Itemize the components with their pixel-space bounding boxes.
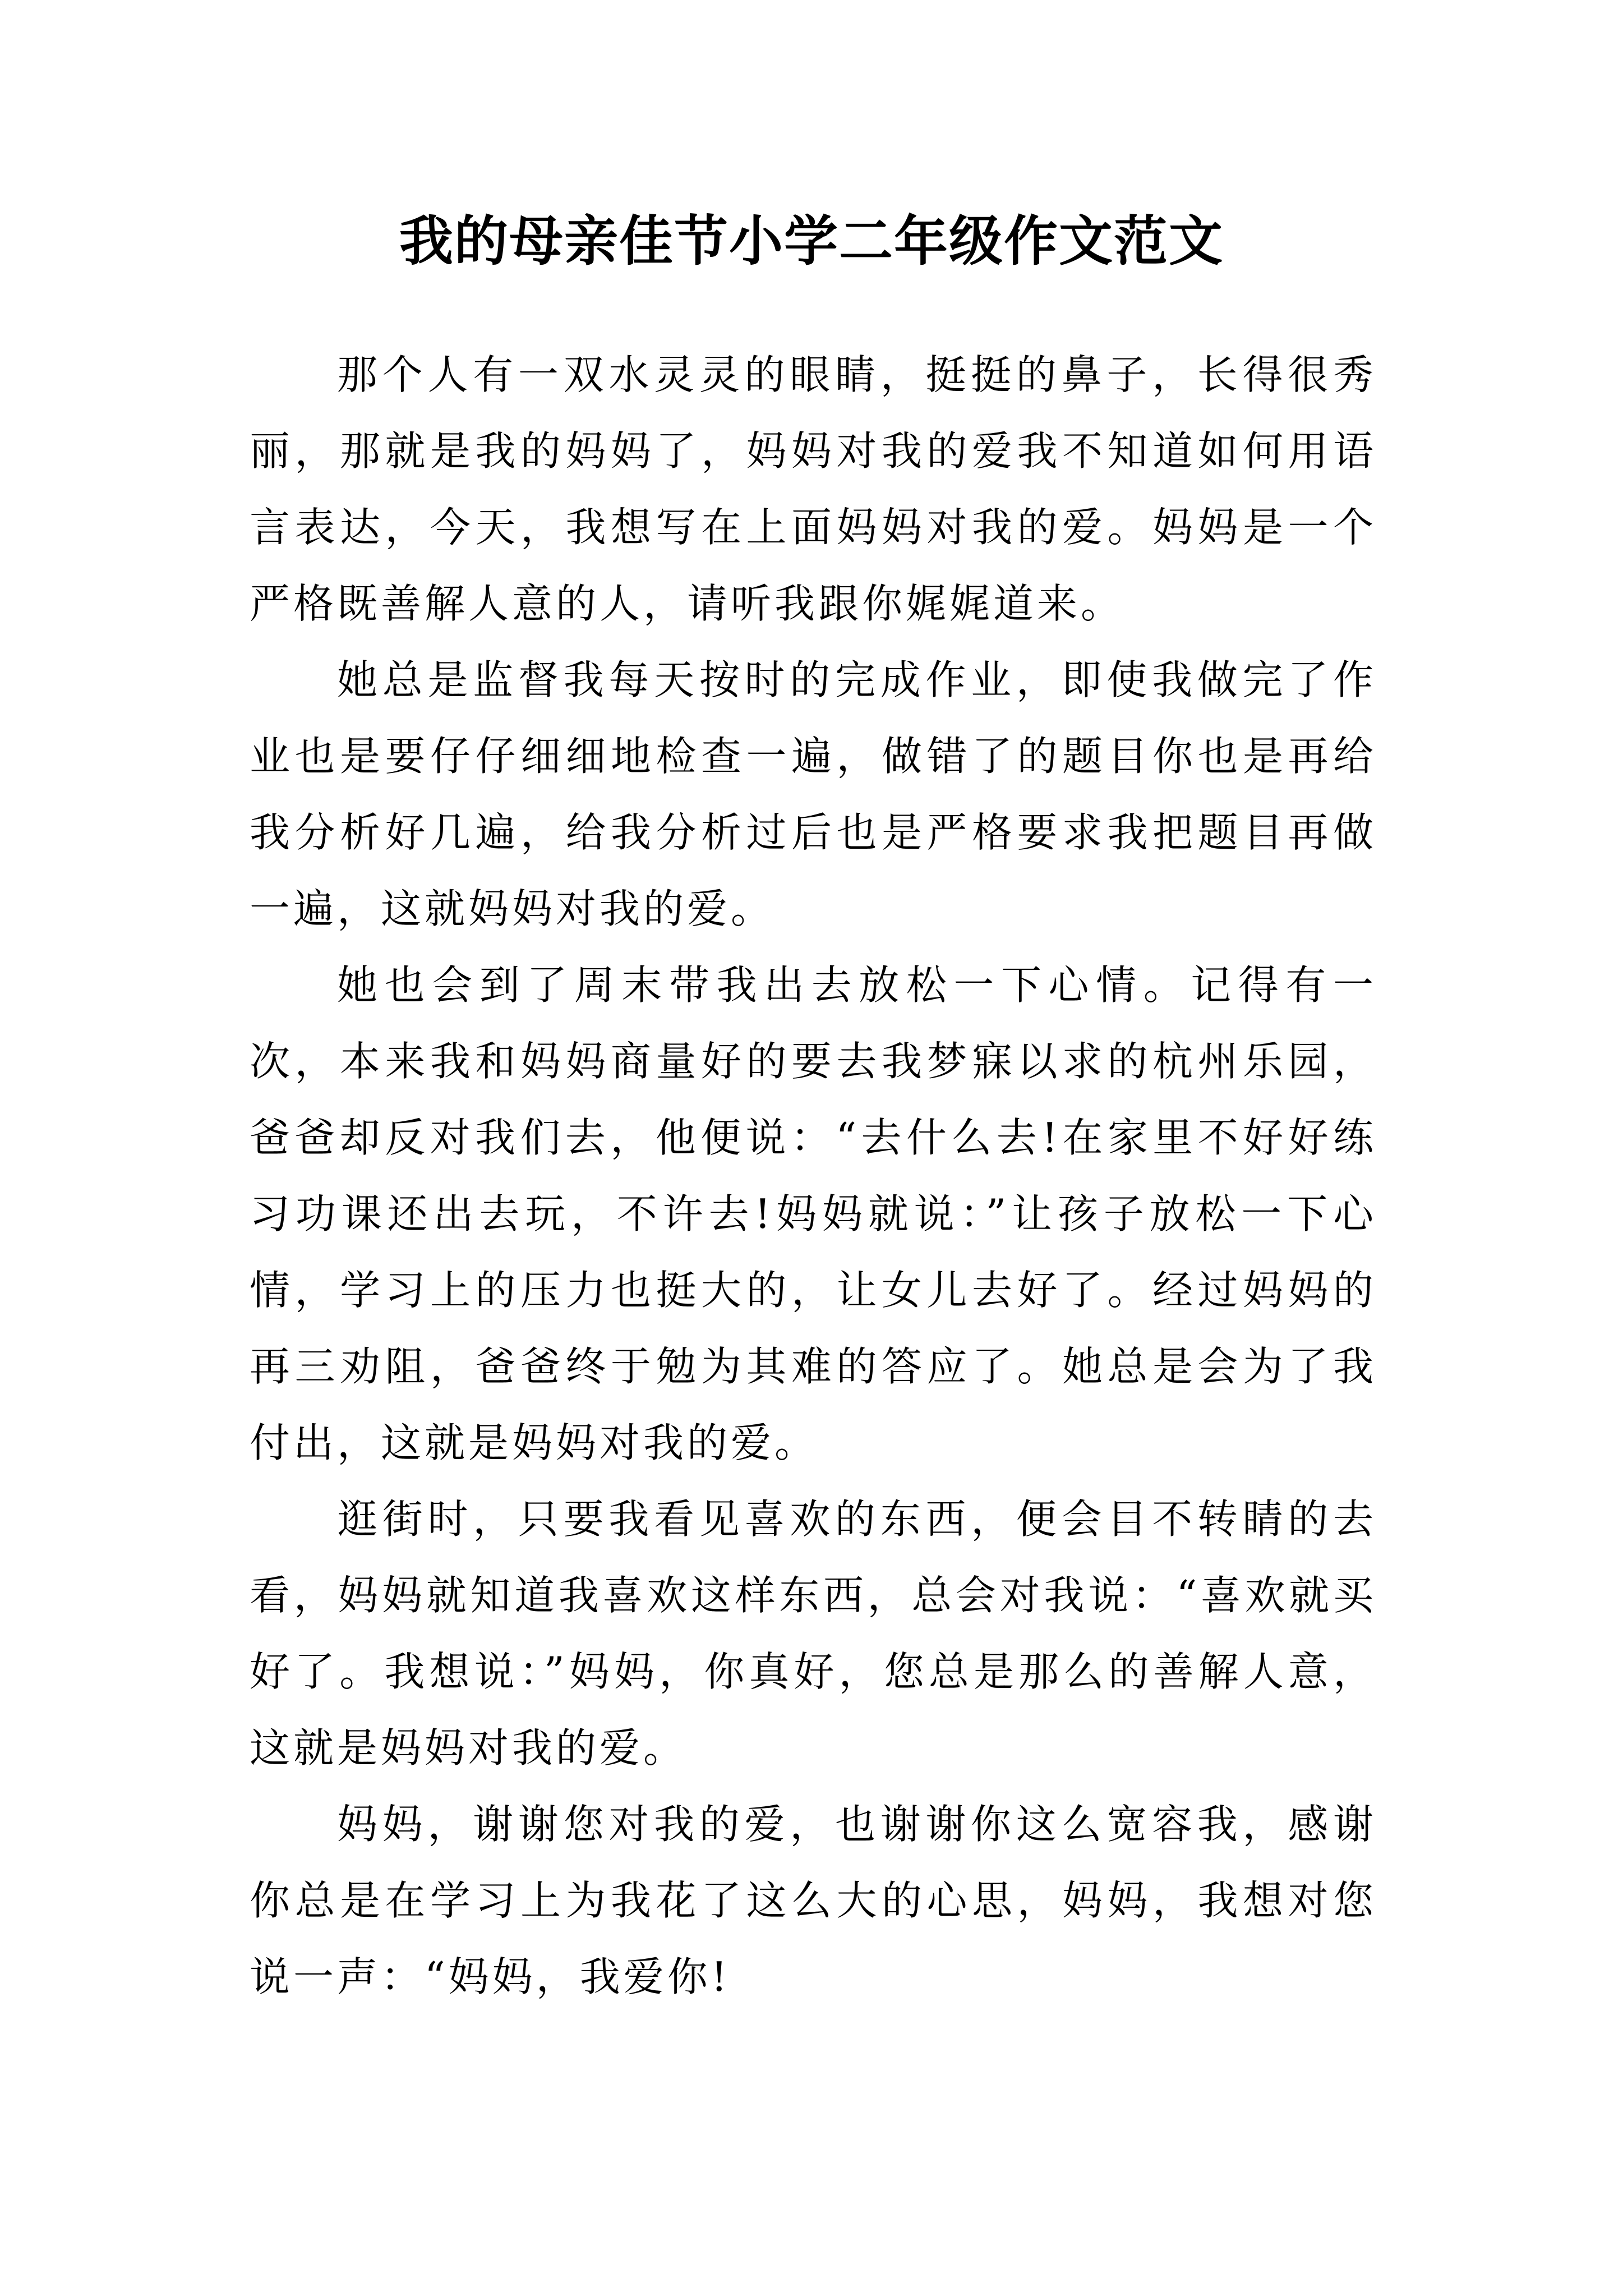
document-title: 我的母亲佳节小学二年级作文范文 (399, 210, 1224, 273)
paragraph-4: 逛街时，只要我看见喜欢的东西，便会目不转睛的去看，妈妈就知道我喜欢这样东西，总会对我说：“喜欢就买好了。我想说：”妈妈，你真好，您总是那么的善解人意，这就是妈妈对我的爱。 (250, 1496, 1377, 1772)
document-body (250, 337, 1377, 2015)
paragraph-5: 妈妈，谢谢您对我的爱，也谢谢你这么宽容我，感谢你总是在学习上为我花了这么大的心思，妈妈，我想对您说一声：“妈妈，我爱你! (250, 1801, 1377, 2000)
paragraph-3: 她也会到了周末带我出去放松一下心情。记得有一次，本来我和妈妈商量好的要去我梦寐以求的杭州乐园，爸爸却反对我们去，他便说：“去什么去!在家里不好好练习功课还出去玩，不许去!妈妈就说：”让孩子放松一下心情，学习上的压力也挺大的，让女儿去好了。经过妈妈的再三劝阻，爸爸终于勉为其难的答应了。她总是会为了我付出，这就是妈妈对我的爱。 (250, 961, 1377, 1466)
paragraph-1: 那个人有一双水灵灵的眼睛，挺挺的鼻子，长得很秀丽，那就是我的妈妈了，妈妈对我的爱我不知道如何用语言表达，今天，我想写在上面妈妈对我的爱。妈妈是一个严格既善解人意的人，请听我跟你娓娓道来。 (250, 351, 1377, 627)
paragraph-2: 她总是监督我每天按时的完成作业，即使我做完了作业也是要仔仔细细地检查一遍，做错了的题目你也是再给我分析好几遍，给我分析过后也是严格要求我把题目再做一遍，这就妈妈对我的爱。 (250, 656, 1377, 932)
